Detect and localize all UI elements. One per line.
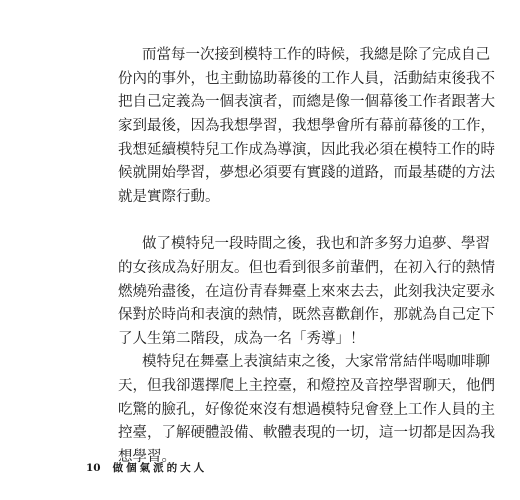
paragraph-3-line-5: 想學習。 bbox=[118, 449, 176, 465]
paragraph-2-line-1: 做了模特兒一段時間之後，我也和許多努力追夢、學習 bbox=[142, 236, 490, 253]
paragraph-2-line-5: 了人生第二階段，成為一名「秀導」！ bbox=[118, 330, 365, 347]
page-number: 10 bbox=[86, 462, 101, 474]
paragraph-1-line-5: 我想延續模特兒工作成為導演，因此我必須在模特工作的時 bbox=[118, 141, 495, 158]
page-footer bbox=[86, 460, 207, 475]
paragraph-2-line-4: 保對於時尚和表演的熱情，既然喜歡創作，那就為自己定下 bbox=[118, 307, 495, 324]
paragraph-1-line-7: 就是實際行動。 bbox=[118, 188, 220, 205]
book-title: 做個氣派的大人 bbox=[112, 462, 208, 474]
paragraph-1-line-6: 候就開始學習，夢想必須要有實踐的道路，而最基礎的方法 bbox=[118, 165, 495, 182]
paragraph-3-line-4: 控臺，了解硬體設備、軟體表現的一切，這一切都是因為我 bbox=[118, 425, 495, 442]
paragraph-3-line-1: 模特兒在舞臺上表演結束之後，大家常常結伴喝咖啡聊 bbox=[142, 354, 490, 371]
paragraph-1-line-3: 把自己定義為一個表演者，而總是像一個幕後工作者跟著大 bbox=[118, 94, 495, 111]
paragraph-2-line-2: 的女孩成為好朋友。但也看到很多前輩們，在初入行的熱情 bbox=[118, 259, 495, 276]
paragraph-1-line-2: 份內的事外，也主動協助幕後的工作人員，活動結束後我不 bbox=[118, 70, 495, 87]
paragraph-3-line-3: 吃驚的臉孔，好像從來沒有想過模特兒會登上工作人員的主 bbox=[118, 401, 495, 418]
paragraph-3-line-2: 天，但我卻選擇爬上主控臺，和燈控及音控學習聊天，他們 bbox=[118, 378, 495, 395]
paragraph-2-line-3: 燃燒殆盡後，在這份青春舞臺上來來去去，此刻我決定要永 bbox=[118, 283, 495, 300]
paragraph-1-line-4: 家到最後，因為我想學習，我想學會所有幕前幕後的工作， bbox=[118, 117, 495, 134]
paragraph-1-line-1: 而當每一次接到模特工作的時候，我總是除了完成自己 bbox=[142, 47, 490, 63]
